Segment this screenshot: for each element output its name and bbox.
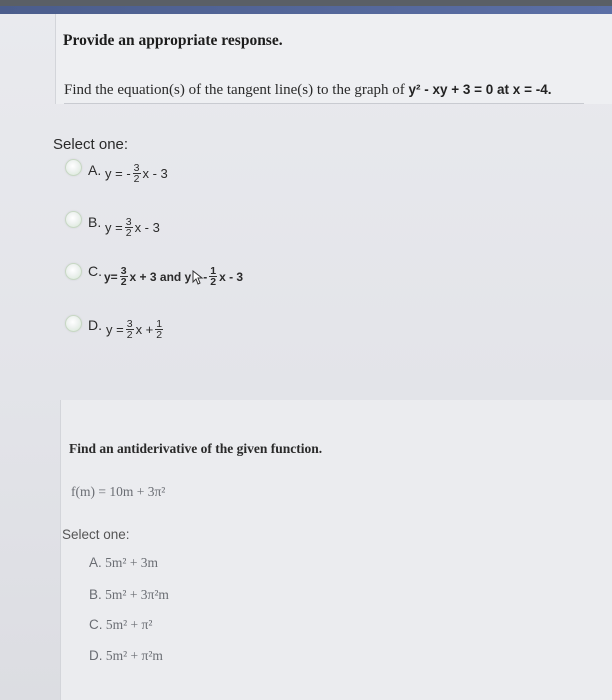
option-c-fraction-1 xyxy=(120,266,128,287)
option-c-frac1-den: 2 xyxy=(120,276,127,288)
option-a-expression xyxy=(105,163,168,184)
option-a-post: x - 3 xyxy=(142,166,168,181)
top-bar xyxy=(0,6,612,14)
question-1-equation: y² - xy + 3 = 0 at x = -4. xyxy=(408,82,552,97)
question-2-heading: Find an antiderivative of the given function. xyxy=(69,441,323,456)
option-c-expression xyxy=(104,266,243,287)
option-b-fraction xyxy=(125,217,133,238)
option-c-pre: y= xyxy=(104,269,118,284)
option-a-radio[interactable] xyxy=(65,159,82,176)
option-c-pre2: - xyxy=(203,269,208,284)
option-c-post2: x - 3 xyxy=(219,269,244,284)
answer-d-text: 5m² + π²m xyxy=(105,648,163,663)
option-d-fraction-2 xyxy=(155,319,163,340)
answer-option-b[interactable] xyxy=(89,587,169,603)
option-a-letter: A. xyxy=(88,162,102,178)
option-d-fraction-1 xyxy=(126,319,134,340)
option-b-letter: B. xyxy=(88,214,102,230)
option-d-frac2-num: 1 xyxy=(156,318,163,330)
option-d-radio[interactable] xyxy=(65,315,82,332)
answer-a-text: 5m² + 3m xyxy=(105,555,159,570)
option-b-post: x - 3 xyxy=(134,220,160,235)
option-d-expression xyxy=(106,319,165,340)
answer-c-text: 5m² + π² xyxy=(105,617,153,632)
option-a-frac-den: 2 xyxy=(133,173,140,185)
option-a-frac-num: 3 xyxy=(133,162,140,174)
option-d-pre: y = xyxy=(106,322,124,337)
mouse-cursor-icon xyxy=(192,270,202,284)
option-c-post: x + 3 and y xyxy=(129,269,192,284)
option-b-expression xyxy=(105,217,160,238)
answer-d-letter: D. xyxy=(89,648,103,663)
question-1-heading: Provide an appropriate response. xyxy=(63,32,283,49)
option-a-pre: y = - xyxy=(105,166,131,181)
question-2-function: f(m) = 10m + 3π² xyxy=(71,484,166,499)
option-c-radio[interactable] xyxy=(65,263,82,280)
question-2-select-label: Select one: xyxy=(62,527,130,542)
answer-option-a[interactable] xyxy=(89,555,158,571)
question-1-prompt-text: Find the equation(s) of the tangent line(s) to the graph of xyxy=(64,82,409,98)
option-b-frac-den: 2 xyxy=(125,227,132,239)
option-c-frac2-num: 1 xyxy=(210,265,217,277)
option-d-frac1-num: 3 xyxy=(126,318,133,330)
option-d-post: x + xyxy=(135,322,154,337)
answer-option-c[interactable] xyxy=(89,617,152,633)
option-d-frac1-den: 2 xyxy=(126,329,133,341)
option-c-fraction-2 xyxy=(209,266,217,287)
option-c-frac2-den: 2 xyxy=(210,276,217,288)
answer-b-text: 5m² + 3π²m xyxy=(105,587,169,602)
question-1-prompt xyxy=(64,82,551,99)
option-b-frac-num: 3 xyxy=(125,216,132,228)
option-d-letter: D. xyxy=(88,317,102,333)
option-b-radio[interactable] xyxy=(65,211,82,228)
option-b-pre: y = xyxy=(105,220,123,235)
option-c-frac1-num: 3 xyxy=(120,265,127,277)
option-d-frac2-den: 2 xyxy=(156,329,163,341)
answer-c-letter: C. xyxy=(89,617,103,632)
question-1-divider xyxy=(64,103,584,104)
option-a-fraction xyxy=(133,163,141,184)
answer-a-letter: A. xyxy=(89,555,102,570)
question-1-select-label: Select one: xyxy=(53,136,129,153)
option-c-letter: C. xyxy=(88,263,102,279)
answer-b-letter: B. xyxy=(89,587,102,602)
answer-option-d[interactable] xyxy=(89,648,163,664)
